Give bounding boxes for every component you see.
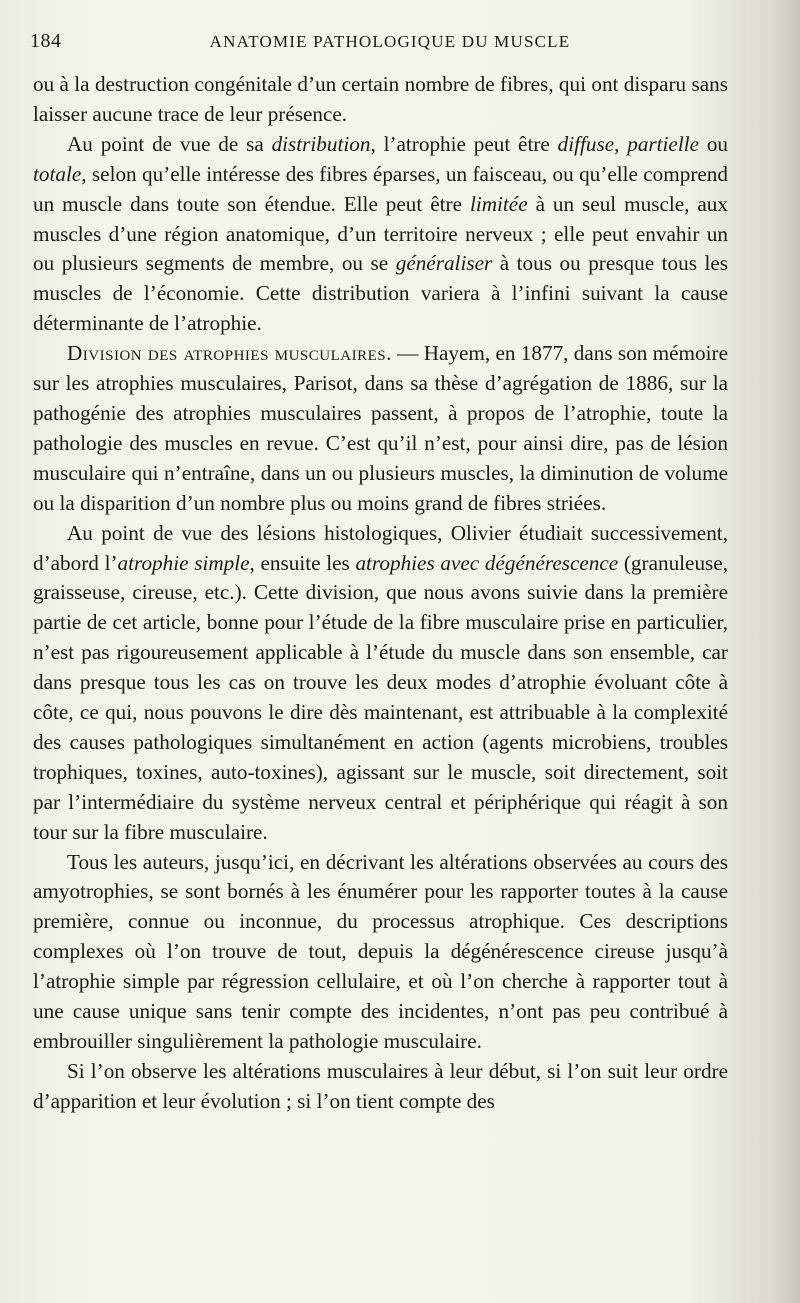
text-run: , ensuite les	[249, 550, 356, 575]
text-run: , selon qu’elle intéresse des fibres éparses, un faisceau, ou qu’elle comprend un muscle dans toute son étendue. Elle peut être	[33, 161, 728, 216]
italic-term: limitée	[469, 191, 528, 216]
text-run: , l’atrophie peut être	[370, 131, 558, 156]
italic-term: distribution	[271, 131, 371, 156]
italic-term: diffuse	[557, 131, 615, 156]
text-run: ,	[614, 131, 628, 156]
italic-term: atrophie simple	[117, 550, 250, 575]
paragraph-2	[33, 130, 728, 339]
text-run: ou	[699, 131, 729, 156]
section-heading: Division des atrophies musculaires.	[67, 341, 392, 366]
text-run: (granuleuse, graisseuse, cireuse, etc.). Cette division, que nous avons suivie dans la première partie de cet article, bonne pour l’étude de la fibre musculaire prise en particulier, n’est pas rigoureusement applicable à l’étude du muscle dans son ensemble, car dans presque tous les cas on trouve les deux modes d’atrophie évoluant côte à côte, ce qui, nous pouvons le dire dès maintenant, est attribuable à la complexité des causes pathologiques simultanément en action (agents microbiens, troubles trophiques, toxines, auto-toxines), agissant sur le muscle, soit directement, soit par l’intermédiaire du système nerveux central et périphérique qui réagit à son tour sur la fibre musculaire.	[33, 550, 728, 844]
paragraph-5: Tous les auteurs, jusqu’ici, en décrivant les altérations observées au cours des amyotrophies, se sont bornés à les énumérer pour les rapporter toutes à la cause première, connue ou inconnue, du processus atrophique. Ces descriptions complexes où l’on trouve de tout, depuis la dégénérescence cireuse jusqu’à l’atrophie simple par régression cellulaire, et où l’on cherche à rapporter tout à une cause unique sans tenir compte des incidentes, n’ont pas peu contribué à embrouiller singulièrement la pathologie musculaire.	[33, 849, 728, 1053]
paragraph-1: ou à la destruction congénitale d’un certain nombre de fibres, qui ont disparu sans laisser aucune trace de leur présence.	[33, 72, 728, 126]
text-body	[33, 70, 728, 1117]
paragraph-6: Si l’on observe les altérations musculaires à leur début, si l’on suit leur ordre d’apparition et leur évolution ; si l’on tient compte des	[33, 1058, 728, 1113]
paragraph-3	[33, 339, 728, 518]
paragraph-4	[33, 519, 728, 848]
italic-term: généraliser	[395, 251, 493, 276]
italic-term: totale	[33, 161, 82, 186]
text-run: à un seul muscle, aux muscles d’une région anatomique, d’un territoire nerveux ; elle peut envahir un ou plusieurs segments de membre, ou se	[33, 191, 728, 276]
page-header	[30, 30, 750, 60]
text-run: — Hayem, en 1877, dans son mémoire sur les atrophies musculaires, Parisot, dans sa thèse d’agrégation de 1886, sur la pathogénie des atrophies musculaires passent, à propos de l’atrophie, toute la pathologie des muscles en revue. C’est qu’il n’est, pour ainsi dire, pas de lésion musculaire qui n’entraîne, dans un ou plusieurs muscles, la diminution de volume ou la disparition d’un nombre plus ou moins grand de fibres striées.	[33, 341, 728, 515]
text-run: Au point de vue des lésions histologiques, Olivier étudiait successivement, d’abord l’	[33, 520, 728, 575]
italic-term: atrophies avec dégénérescence	[355, 550, 619, 575]
italic-term: partielle	[627, 131, 700, 156]
running-head: ANATOMIE PATHOLOGIQUE DU MUSCLE	[209, 32, 571, 51]
text-run: à tous ou presque tous les muscles de l’économie. Cette distribution variera à l’infini suivant la cause déterminante de l’atrophie.	[33, 251, 728, 336]
page-number: 184	[30, 30, 62, 52]
text-run: Au point de vue de sa	[67, 131, 272, 156]
